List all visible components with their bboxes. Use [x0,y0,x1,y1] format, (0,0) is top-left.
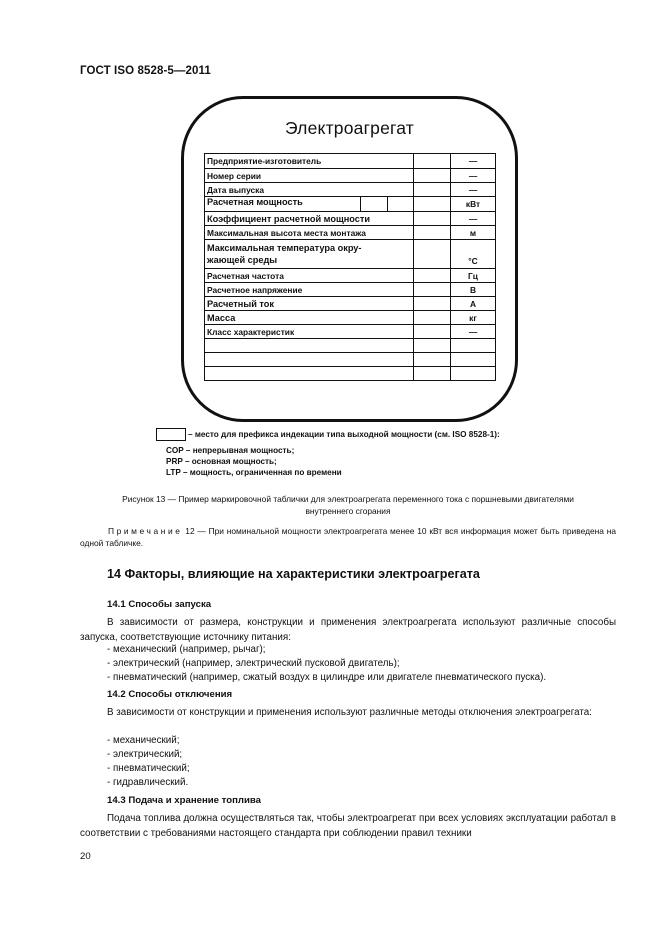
row-label: Коэффициент расчетной мощности [205,212,414,226]
row-unit: м [451,226,496,240]
caption-line: Рисунок 13 — Пример маркировочной таблички для электроагрегата переменного тока с поршневыми двигателями [122,494,574,504]
list-item: - механический (например, рычаг); [107,644,266,655]
table-row [205,169,496,183]
plate-title: Электроагрегат [284,118,415,138]
table-row [205,325,496,339]
row-value [414,297,451,311]
legend-ltp: LTP – мощность, ограниченная по времени [166,468,342,477]
row-unit: — [451,212,496,226]
row-label: Масса [205,311,414,325]
row-value [414,154,451,169]
section-heading: 14 Факторы, влияющие на характеристики электроагрегата [107,567,480,581]
row-label: Класс характеристик [205,325,414,339]
row-unit: кВт [451,197,496,212]
row-label: Номер серии [205,169,414,183]
row-unit: Гц [451,269,496,283]
table-row [205,297,496,311]
row-unit: — [451,169,496,183]
row-label: Максимальная высота места монтажа [205,226,414,240]
row-unit: — [451,183,496,197]
table-row [205,212,496,226]
plate-table [204,153,496,381]
list-item: - гидравлический. [107,777,189,788]
row-label-cell [205,197,414,212]
list-item: - электрический (например, электрический пусковой двигатель); [107,658,400,669]
table-row [205,183,496,197]
list-item: - пневматический (например, сжатый воздух в цилиндре или двигателе пневматического пуска). [107,672,547,683]
note [80,525,616,549]
row-unit: — [451,325,496,339]
row-value [414,169,451,183]
prefix-box [360,197,387,211]
row-unit: — [451,154,496,169]
figure-caption [78,494,618,517]
row-label: Расчетная мощность [207,197,303,207]
list-item: - электрический; [107,749,183,760]
row-label: Расчетный ток [205,297,414,311]
document-header: ГОСТ ISO 8528-5—2011 [80,65,211,77]
table-row [205,240,496,269]
subsection-heading: 14.3 Подача и хранение топлива [107,795,261,806]
row-value [414,183,451,197]
table-row [205,226,496,240]
row-value [414,197,451,212]
table-row-empty [205,367,496,381]
legend-prp: PRP – основная мощность; [166,457,277,466]
row-value [414,311,451,325]
rating-plate [181,96,518,422]
row-unit: кг [451,311,496,325]
row-value [414,269,451,283]
table-row [205,154,496,169]
row-unit: В [451,283,496,297]
row-value [387,197,413,211]
row-label: Дата выпуска [205,183,414,197]
row-unit: А [451,297,496,311]
row-label-line: Максимальная температура окру- [207,243,362,253]
note-text: 12 — При номинальной мощности электроагрегата менее 10 кВт вся информация может быть приведена на одной табличке. [80,526,616,548]
row-label: Расчетная частота [205,269,414,283]
table-row [205,269,496,283]
row-value [414,212,451,226]
list-item: - пневматический; [107,763,190,774]
table-row [205,311,496,325]
list-item: - механический; [107,735,180,746]
note-label: Примечание [108,526,183,536]
legend-cop: COP – непрерывная мощность; [166,446,295,455]
caption-line: внутреннего сгорания [305,505,391,516]
row-label: Предприятие-изготовитель [205,154,414,169]
row-value [414,226,451,240]
row-value [414,240,451,269]
legend-box-text: – место для префикса индекации типа выходной мощности (см. ISO 8528-1): [188,430,500,439]
row-value [414,325,451,339]
paragraph: В зависимости от конструкции и применения используют различные методы отключения электроагрегата: [107,707,592,718]
row-unit: °C [451,240,496,269]
page-number: 20 [80,851,91,862]
paragraph: В зависимости от размера, конструкции и применения электроагрегата используют различные способы запуска, соответствующие источнику питания: [80,617,616,643]
table-row [205,283,496,297]
row-label-line: жающей среды [207,255,278,265]
paragraph: Подача топлива должна осуществляться так, чтобы электроагрегат при всех условиях эксплуатации работал в соответствии с требованиями настоящего стандарта при соблюдении правил техники [80,813,616,839]
row-label: Расчетное напряжение [205,283,414,297]
subsection-heading: 14.2 Способы отключения [107,689,233,700]
subsection-heading: 14.1 Способы запуска [107,599,212,610]
row-label [205,240,414,269]
table-row-empty [205,353,496,367]
table-row-empty [205,339,496,353]
table-row [205,197,496,212]
row-value [414,283,451,297]
prefix-box-sample [156,428,186,441]
